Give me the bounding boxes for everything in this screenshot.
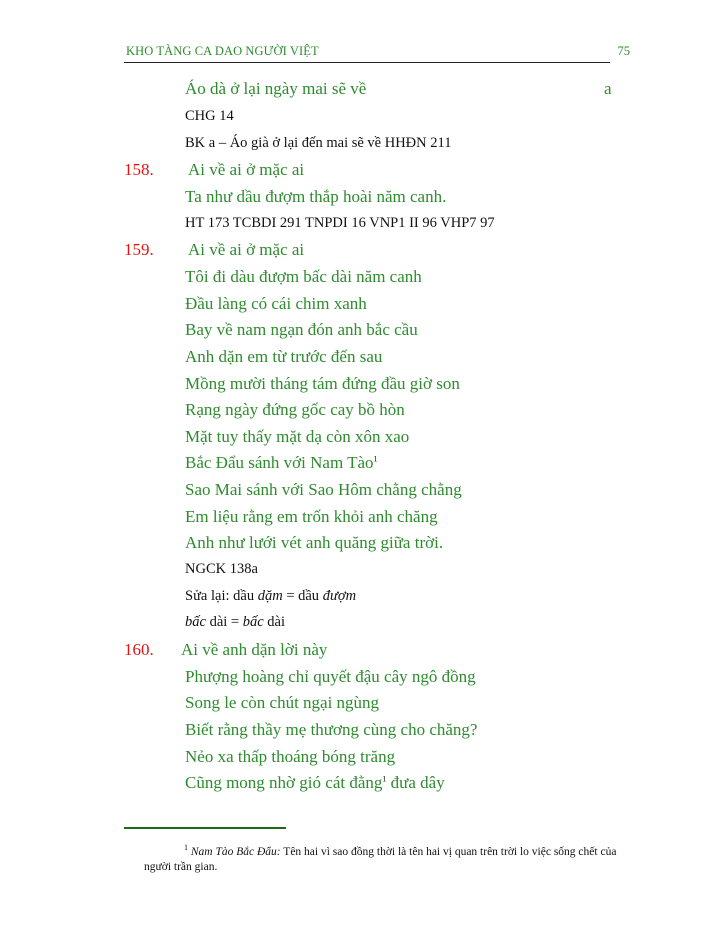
footnote-ref: 1 <box>382 774 387 784</box>
correction-text: dài = <box>205 614 243 630</box>
verse-line: Đầu làng có cái chim xanh <box>185 294 367 313</box>
source-line: BK a – Áo già ở lại đến mai sẽ về HHĐN 211 <box>185 135 452 151</box>
verse-text: Cũng mong nhờ gió cát đằng <box>185 773 383 792</box>
verse-line: Ai về ai ở mặc ai <box>188 240 305 259</box>
correction-italic: bấc <box>242 614 264 630</box>
footnote-term: Nam Tào Bắc Đẩu: <box>190 845 281 858</box>
correction-line <box>185 614 285 631</box>
correction-text: = dầu <box>282 588 323 604</box>
verse-line: Song le còn chút ngại ngùng <box>185 693 380 712</box>
verse-line: Mặt tuy thấy mặt dạ còn xôn xao <box>185 427 410 446</box>
footnote-text: Tên hai vì sao đồng thời là tên hai vị quan trên trời lo việc sống chết của người trần gian. <box>144 845 617 873</box>
variant-marker: a <box>604 79 612 98</box>
correction-line <box>185 588 356 605</box>
footnote <box>144 840 630 875</box>
verse-line <box>185 773 445 793</box>
footnote-rule <box>124 827 286 829</box>
source-line: HT 173 TCBDI 291 TNPDI 16 VNP1 II 96 VHP7 97 <box>185 215 495 231</box>
verse-line: Tôi đi dàu đượm bấc dài năm canh <box>185 267 422 286</box>
correction-text: dài <box>263 614 285 630</box>
verse-line: Phượng hoàng chỉ quyết đậu cây ngô đồng <box>185 667 476 686</box>
verse-line: Rạng ngày đứng gốc cay bồ hòn <box>185 400 405 419</box>
verse-line: Áo dà ở lại ngày mai sẽ về <box>185 79 367 98</box>
verse-text: Bắc Đẩu sánh với Nam Tào <box>185 453 374 472</box>
verse-line: Ai về ai ở mặc ai <box>188 160 305 179</box>
verse-line: Em liệu rằng em trốn khỏi anh chăng <box>185 507 438 526</box>
correction-italic: bấc <box>185 614 206 630</box>
verse-line: Anh dặn em từ trước đến sau <box>185 347 383 366</box>
entry-number: 158. <box>124 160 154 179</box>
source-line: NGCK 138a <box>185 561 258 577</box>
verse-line: Anh như lưới vét anh quăng giữa trời. <box>185 533 444 552</box>
entry-number: 160. <box>124 640 154 659</box>
verse-text: đưa dây <box>386 773 445 792</box>
verse-line: Mồng mười tháng tám đứng đầu giờ son <box>185 374 460 393</box>
verse-line: Sao Mai sánh với Sao Hôm chằng chằng <box>185 480 462 499</box>
correction-text: Sửa lại: dầu <box>185 588 258 604</box>
footnote-mark: 1 <box>184 843 188 852</box>
verse-line: Ai về anh dặn lời này <box>181 640 328 659</box>
verse-line: Nẻo xa thấp thoáng bóng trăng <box>185 747 396 766</box>
verse-line: Ta như dầu đượm thắp hoài năm canh. <box>185 187 447 206</box>
book-title: KHO TÀNG CA DAO NGƯỜI VIỆT <box>126 44 319 58</box>
page-number: 75 <box>617 44 630 58</box>
source-line: CHG 14 <box>185 108 234 124</box>
page-header <box>124 44 630 62</box>
entry-number: 159. <box>124 240 154 259</box>
verse-line: Bay về nam ngạn đón anh bắc cầu <box>185 320 418 339</box>
verse-line: Biết rằng thầy mẹ thương cùng cho chăng? <box>185 720 478 739</box>
footnote-ref: 1 <box>373 454 378 464</box>
header-rule <box>124 62 610 63</box>
verse-line <box>185 453 378 473</box>
correction-italic: đượm <box>322 588 357 604</box>
correction-italic: dặm <box>257 588 283 604</box>
